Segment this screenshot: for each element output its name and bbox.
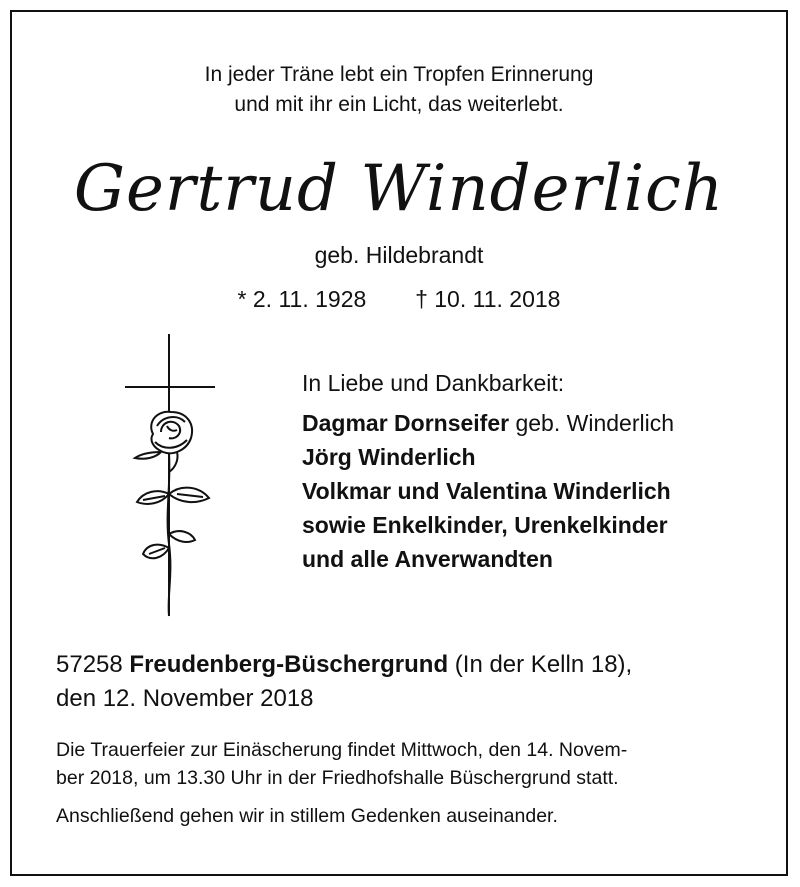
- mourner-name-4: sowie Enkelkinder, Urenkelkinder: [302, 512, 668, 538]
- postcode: 57258: [56, 651, 130, 678]
- mourner-name-5: und alle Anverwandten: [302, 546, 553, 572]
- cross-with-rose-icon: [117, 334, 229, 618]
- town: Freudenberg-Büschergrund: [129, 651, 449, 678]
- obituary-notice: [10, 10, 788, 876]
- mourners-intro: In Liebe und Dankbarkeit:: [302, 370, 565, 396]
- funeral-line-2: ber 2018, um 13.30 Uhr in der Friedhofshalle Büschergrund statt.: [56, 767, 619, 789]
- mourner-line-1: [302, 406, 674, 440]
- funeral-info: [56, 736, 627, 830]
- birth-name: geb. Hildebrandt: [314, 242, 484, 268]
- funeral-line-3: Anschließend gehen wir in stillem Gedenken auseinander.: [56, 805, 558, 827]
- address-line: [56, 648, 632, 682]
- mourner-name-2: Jörg Winderlich: [302, 444, 476, 470]
- mourner-line-5: [302, 542, 674, 576]
- birth-date: * 2. 11. 1928: [237, 286, 367, 312]
- mourner-line-2: [302, 440, 674, 474]
- mourner-line-4: [302, 508, 674, 542]
- deceased-name: Gertrud Winderlich: [73, 152, 725, 226]
- street: (In der Kelln 18),: [448, 651, 633, 678]
- motto-line-1: In jeder Träne lebt ein Tropfen Erinnerung: [204, 63, 594, 86]
- mourner-name-bold: Dagmar Dornseifer: [302, 410, 510, 436]
- motto-line-2: und mit ihr ein Licht, das weiterlebt.: [234, 93, 564, 116]
- address-block: [56, 648, 632, 716]
- funeral-line-1: Die Trauerfeier zur Einäscherung findet Mittwoch, den 14. Novem-: [56, 739, 628, 761]
- mourner-line-3: [302, 474, 674, 508]
- notice-date: den 12. November 2018: [56, 685, 314, 712]
- death-date: † 10. 11. 2018: [415, 286, 561, 312]
- mourner-birth-name: geb. Winderlich: [509, 410, 674, 436]
- mourner-name-3: Volkmar und Valentina Winderlich: [302, 478, 671, 504]
- motto: [12, 60, 786, 120]
- life-dates: [12, 286, 786, 313]
- mourners-list: [302, 406, 674, 576]
